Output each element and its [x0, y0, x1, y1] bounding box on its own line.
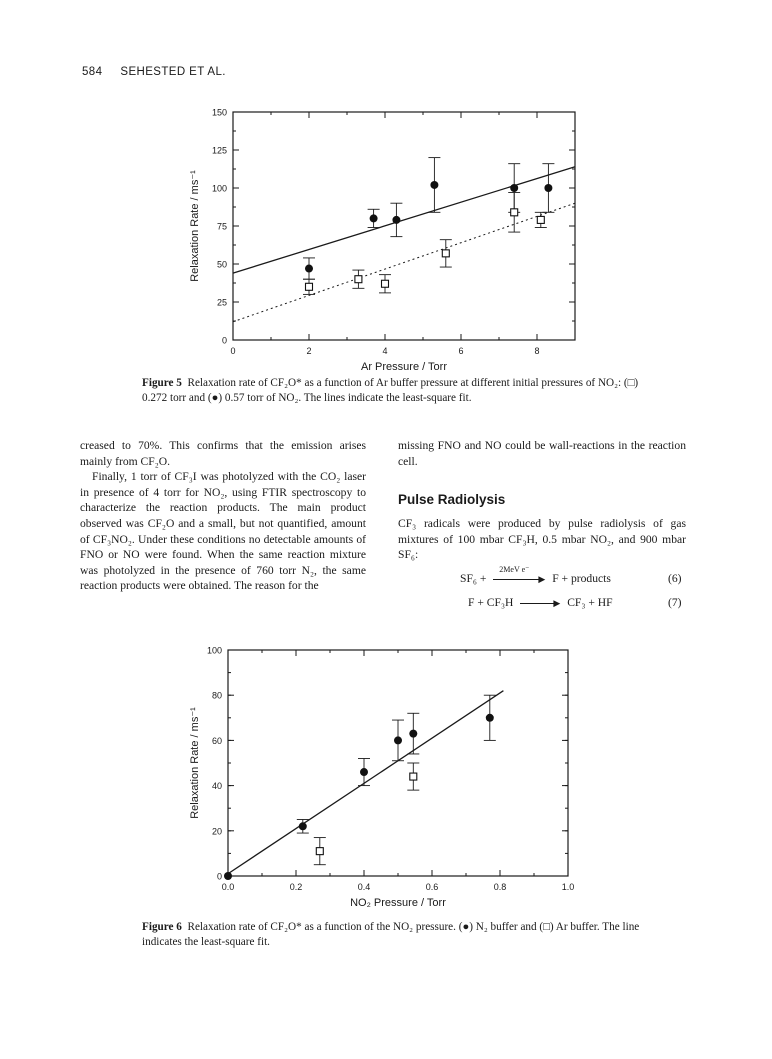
- y-tick-label: 60: [211, 735, 222, 746]
- x-tick-label: 2: [306, 346, 312, 356]
- data-point-open-square: [316, 848, 323, 855]
- body-right-column-2: [398, 516, 686, 563]
- eq6-number: (6): [668, 572, 682, 585]
- figure-5-label: Figure 5: [142, 377, 182, 389]
- y-tick-label: 75: [216, 221, 227, 232]
- equation-7: [468, 596, 613, 609]
- data-point-open-square: [410, 773, 417, 780]
- paragraph: missing FNO and NO could be wall-reactions in the reaction cell.: [398, 439, 686, 468]
- page-number: 584: [82, 66, 103, 78]
- x-tick-label: 0.0: [221, 882, 235, 892]
- y-tick-label: 150: [211, 107, 227, 118]
- paragraph: Finally, 1 torr of CF₃I was photolyzed with the CO₂ laser in presence of 4 torr for NO₂, using FTIR spectroscopy to characterize the reaction products. The main product observed was CF₂O and a small, but not quantified, amount of CF₃NO₂. Under these conditions no detectable amounts of FNO or NO were found. When the same reaction mixture was photolyzed in the presence of 760 torr N₂, the same reaction products were obtained. The reason for the: [80, 470, 366, 593]
- figure-6-caption: [142, 920, 652, 949]
- x-tick-label: 0.2: [289, 882, 303, 892]
- y-tick-label: 0: [221, 335, 227, 346]
- x-tick-label: 0.8: [493, 882, 507, 892]
- y-tick-label: 20: [211, 826, 222, 837]
- body-left-column: [80, 438, 366, 594]
- x-tick-label: 0.4: [357, 882, 371, 892]
- body-right-column: [398, 438, 686, 469]
- figure-6-caption-text: Relaxation rate of CF₂O* as a function of the NO₂ pressure. (●) N₂ buffer and (□) Ar buffer. The line indicates the least-square fit.: [142, 921, 640, 948]
- y-tick-label: 25: [216, 297, 227, 308]
- x-tick-label: 8: [534, 346, 540, 356]
- eq6-rhs: F + products: [552, 572, 611, 585]
- y-tick-label: 100: [211, 183, 227, 194]
- paragraph: creased to 70%. This confirms that the emission arises mainly from CF₂O.: [80, 439, 366, 468]
- eq7-lhs: F + CF₃H: [468, 596, 514, 609]
- data-point-filled-circle: [486, 714, 494, 722]
- x-tick-label: 0.6: [425, 882, 439, 892]
- y-tick-label: 100: [206, 645, 222, 656]
- eq7-rhs: CF₃ + HF: [567, 596, 613, 609]
- data-point-filled-circle: [299, 822, 307, 830]
- y-axis-title: Relaxation Rate / ms⁻¹: [189, 170, 201, 282]
- data-point-filled-circle: [409, 730, 417, 738]
- figure-5-caption-text: Relaxation rate of CF₂O* as a function of Ar buffer pressure at different initial pressures of NO₂: (□) 0.272 torr and (●) 0.57 torr of NO₂. The lines indicate the least-square fit.: [142, 377, 639, 404]
- x-tick-label: 6: [458, 346, 464, 356]
- figure-5-caption: [142, 376, 662, 405]
- y-tick-label: 125: [211, 145, 227, 156]
- equation-6: [460, 565, 611, 585]
- figure-6-label: Figure 6: [142, 921, 182, 933]
- eq6-arrow-label: 2MeV e⁻: [499, 565, 530, 575]
- plot-frame: [228, 650, 568, 876]
- y-axis-title: Relaxation Rate / ms⁻¹: [189, 707, 201, 819]
- running-author: SEHESTED ET AL.: [120, 66, 226, 78]
- eq7-arrow: ▶: [520, 602, 560, 604]
- eq7-number: (7): [668, 596, 682, 609]
- y-tick-label: 0: [216, 871, 222, 882]
- data-point-filled-circle: [224, 872, 232, 880]
- paragraph: CF₃ radicals were produced by pulse radiolysis of gas mixtures of 100 mbar CF₃H, 0.5 mbar NO₂, and 900 mbar SF₆:: [398, 517, 686, 562]
- y-tick-label: 80: [211, 690, 222, 701]
- x-axis-title: Ar Pressure / Torr: [361, 361, 447, 373]
- y-tick-label: 50: [216, 259, 227, 270]
- x-axis-title: NO₂ Pressure / Torr: [350, 897, 446, 909]
- x-tick-label: 4: [382, 346, 388, 356]
- eq6-arrow: 2MeV e⁻ ▶: [493, 578, 545, 580]
- eq6-lhs: SF₆ +: [460, 572, 487, 585]
- data-point-filled-circle: [360, 768, 368, 776]
- data-point-filled-circle: [394, 736, 402, 744]
- fit-line-solid: [228, 691, 503, 874]
- y-tick-label: 40: [211, 781, 222, 792]
- x-tick-label: 0: [230, 346, 236, 356]
- x-tick-label: 1.0: [561, 882, 575, 892]
- section-heading: Pulse Radiolysis: [398, 492, 506, 507]
